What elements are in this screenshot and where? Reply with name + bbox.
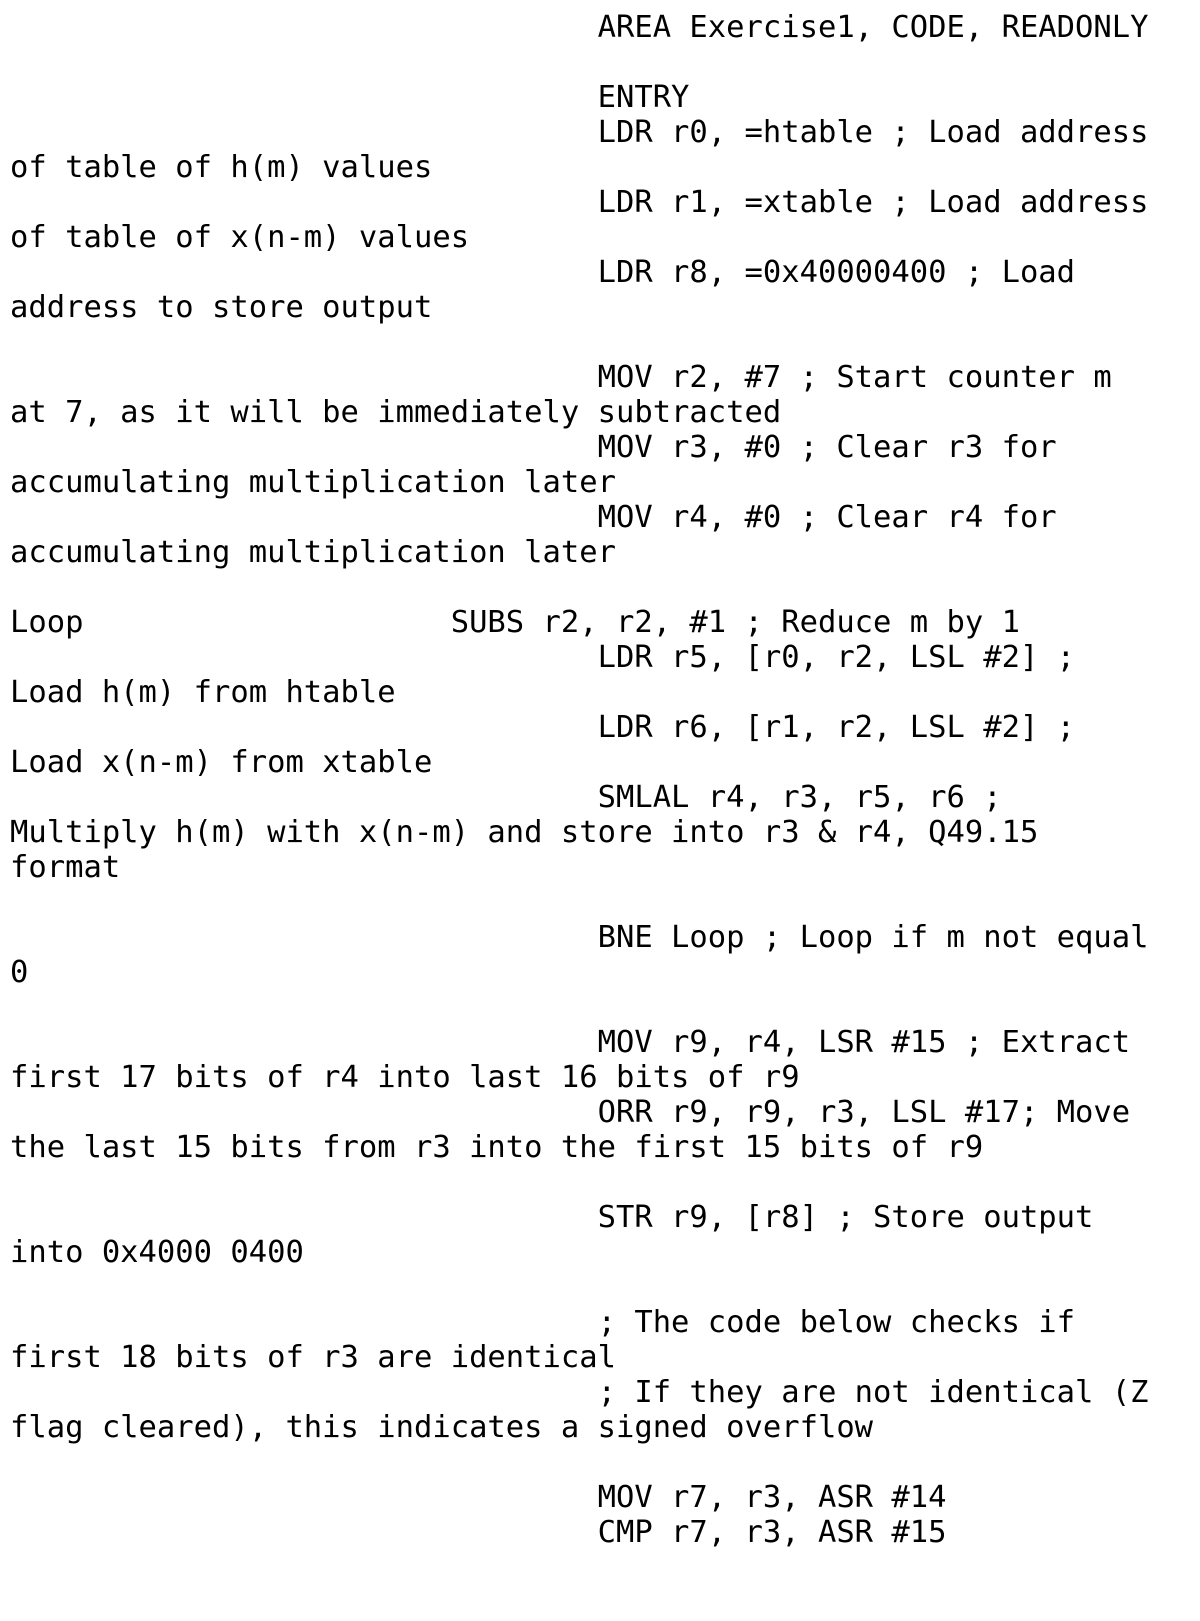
code-text: AREA Exercise1, CODE, READONLY ENTRY LDR r0, =htable ; Load address of table of h(m) values LDR r1, =xtable ; Load address of table of x(n-m) values LDR r8, =0x40000400 ; Load address to store output MOV r2, #7 ; Start counter m at 7, as it will be immediately subtracted MOV r3, #0 ; Clear r3 for accumulating multiplication later MOV r4, #0 ; Clear r4 for accumulating multiplication later Loop SUBS r2, r2, #1 ; Reduce m by 1 LDR r5, [r0, r2, LSL #2] ; Load h(m) from htable LDR r6, [r1, r2, LSL #2] ; Load x(n-m) from xtable SMLAL r4, r3, r5, r6 ; Multiply h(m) with x(n-m) and store into r3 & r4, Q49.15 format BNE Loop ; Loop if m not equal 0 MOV r9, r4, LSR #15 ; Extract first 17 bits of r4 into last 16 bits of r9 ORR r9, r9, r3, LSL #17; Move the last 15 bits from r3 into the first 15 bits of r9 STR r9, [r8] ; Store output into 0x4000 0400 ; The code below checks if first 18 bits of r3 are identical ; If they are not identical (Z flag cleared), this indicates a signed overflow MOV r7, r3, ASR #14 CMP r7, r3, ASR #15 — [10, 10, 1149, 1550]
